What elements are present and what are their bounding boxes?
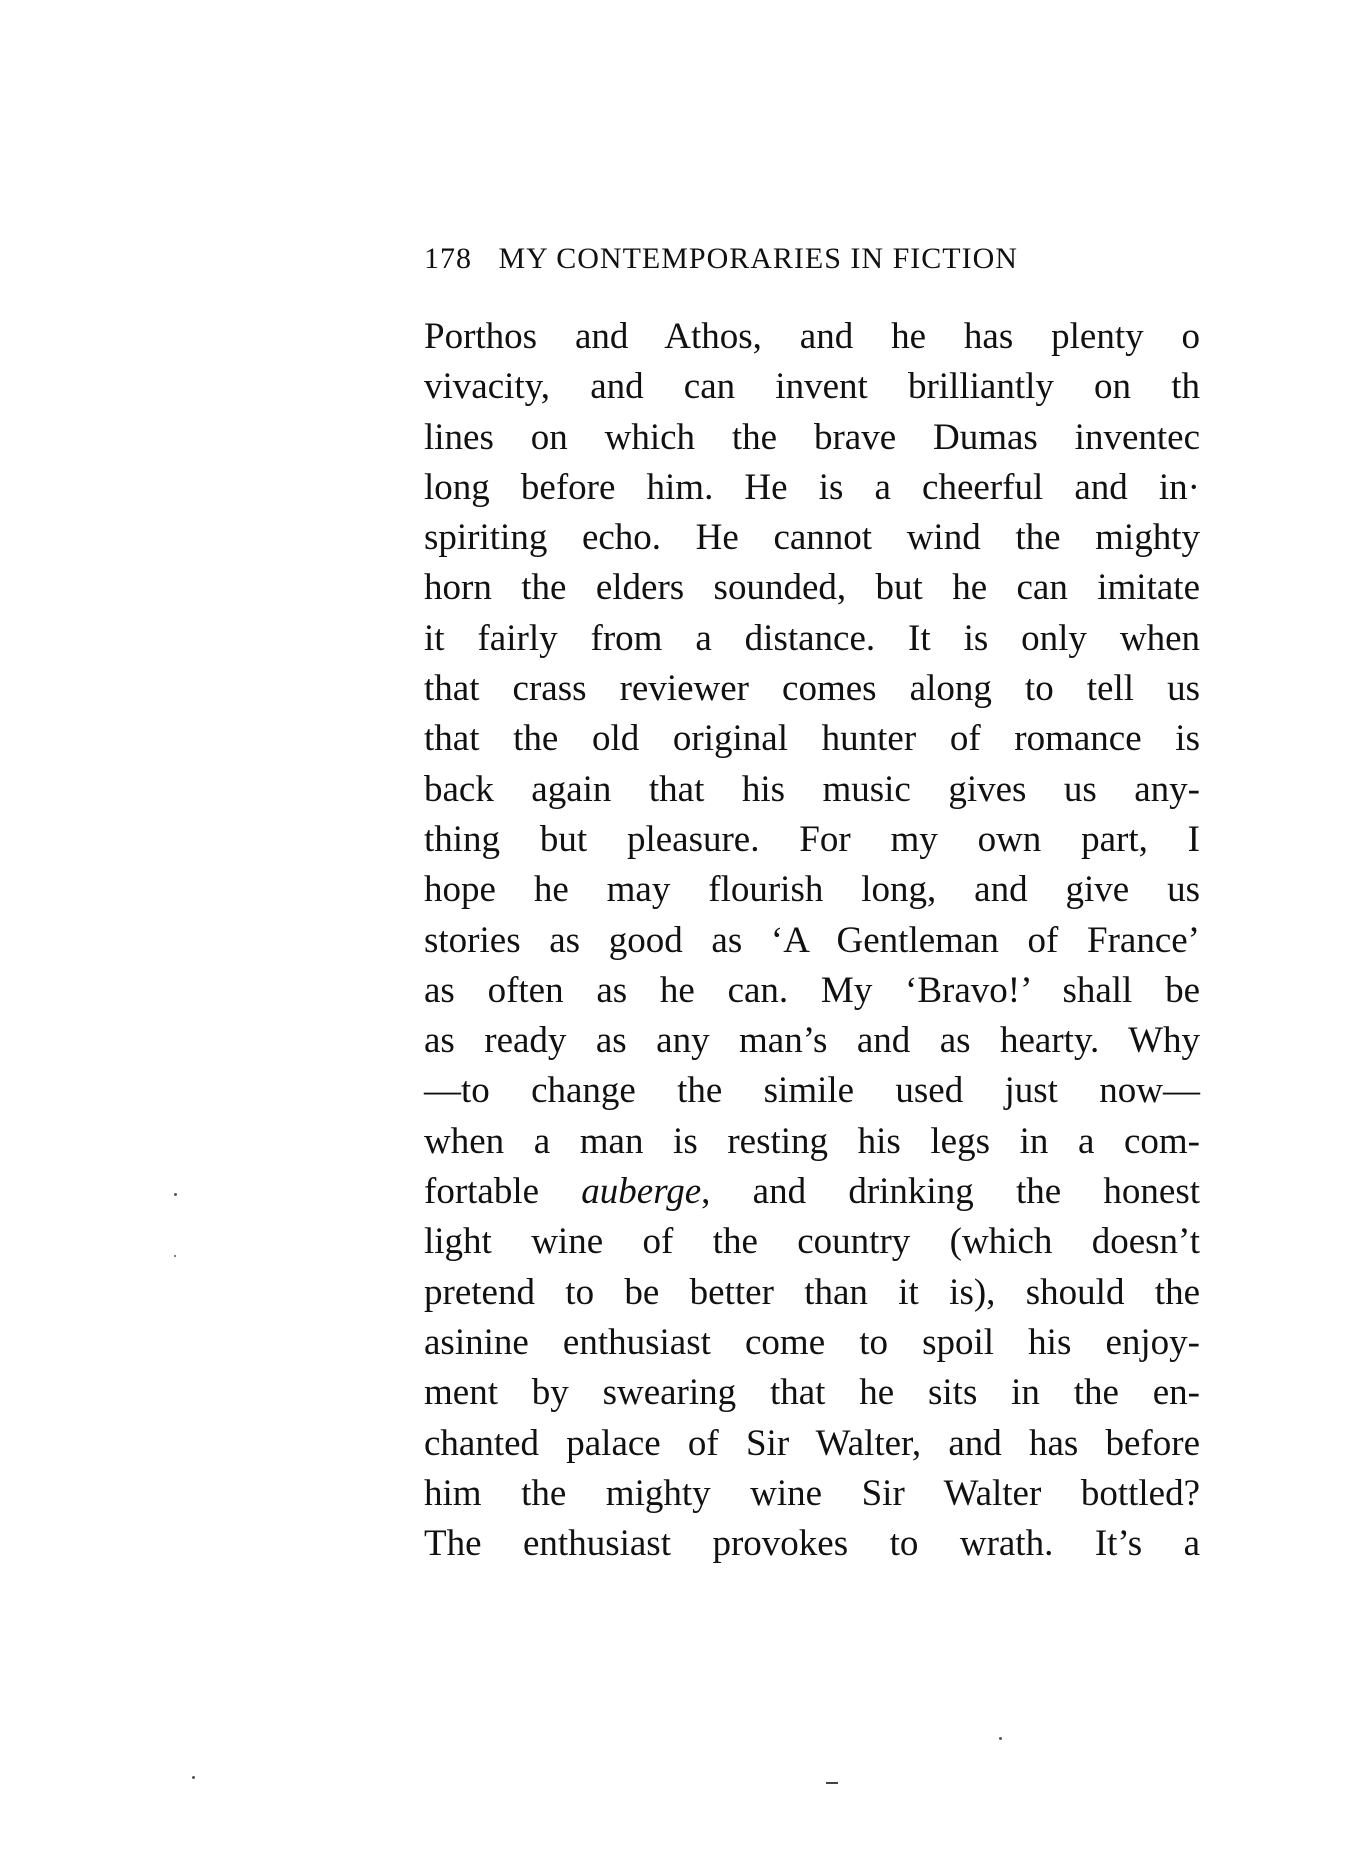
- scan-speck: [192, 1776, 195, 1779]
- page-number: 178: [424, 242, 472, 275]
- running-head: [424, 242, 1164, 282]
- text-line: hope he may flourish long, and give us: [424, 869, 1200, 911]
- scan-speck: [174, 1255, 176, 1257]
- scan-speck: [174, 1193, 177, 1196]
- line-segment: , and drinking the honest: [701, 1171, 1201, 1213]
- text-line: as ready as any man’s and as hearty. Why: [424, 1020, 1200, 1062]
- line-segment: fortable: [424, 1171, 582, 1213]
- text-line: vivacity, and can invent brilliantly on th: [424, 366, 1200, 408]
- text-line: asinine enthusiast come to spoil his enjoy-: [424, 1321, 1200, 1363]
- text-line: lines on which the brave Dumas inventec: [424, 416, 1200, 458]
- text-line: chanted palace of Sir Walter, and has before: [424, 1422, 1200, 1464]
- text-line: The enthusiast provokes to wrath. It’s a: [424, 1523, 1200, 1565]
- text-line: spiriting echo. He cannot wind the mighty: [424, 517, 1200, 559]
- text-line-with-italic: [424, 1167, 1200, 1217]
- scan-dash-mark: [826, 1782, 838, 1784]
- text-line: that crass reviewer comes along to tell us: [424, 668, 1200, 710]
- text-line: thing but pleasure. For my own part, I: [424, 818, 1200, 860]
- running-head-title: MY CONTEMPORARIES IN FICTION: [498, 242, 1018, 275]
- text-line: him the mighty wine Sir Walter bottled?: [424, 1472, 1200, 1514]
- text-line: —to change the simile used just now—: [424, 1070, 1200, 1112]
- text-line: long before him. He is a cheerful and in·: [424, 466, 1200, 508]
- text-line: pretend to be better than it is), should the: [424, 1271, 1200, 1313]
- scan-speck: [999, 1737, 1002, 1740]
- text-line: that the old original hunter of romance is: [424, 718, 1200, 760]
- italic-word: auberge: [581, 1171, 702, 1213]
- text-line: stories as good as ‘A Gentleman of France’: [424, 919, 1200, 961]
- text-line: as often as he can. My ‘Bravo!’ shall be: [424, 969, 1200, 1011]
- body-text: [424, 312, 1200, 1569]
- text-line: back again that his music gives us any-: [424, 768, 1200, 810]
- text-line: light wine of the country (which doesn’t: [424, 1221, 1200, 1263]
- text-line: it fairly from a distance. It is only when: [424, 617, 1200, 659]
- text-line: horn the elders sounded, but he can imitate: [424, 567, 1200, 609]
- text-line: ment by swearing that he sits in the en-: [424, 1372, 1200, 1414]
- text-line: Porthos and Athos, and he has plenty o: [424, 316, 1200, 357]
- text-line: when a man is resting his legs in a com-: [424, 1120, 1200, 1162]
